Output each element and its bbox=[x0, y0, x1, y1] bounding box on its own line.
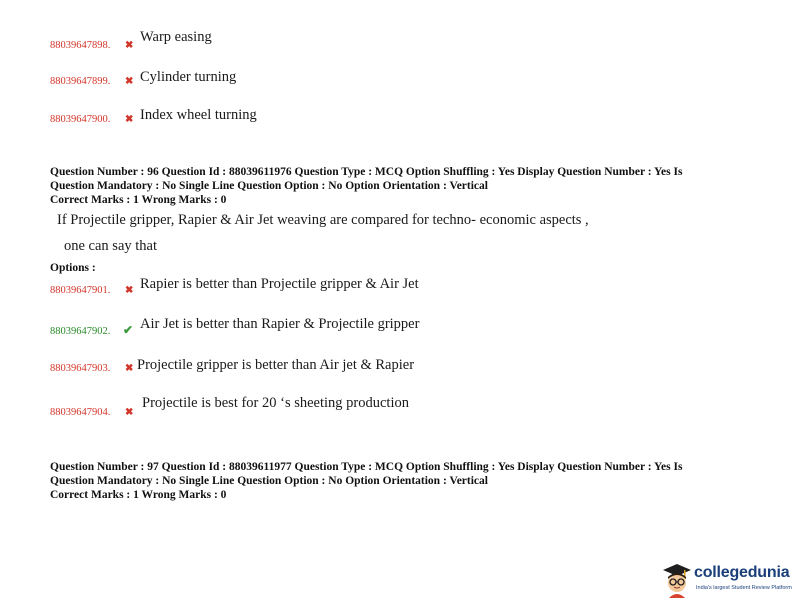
option-id: 88039647901. bbox=[50, 285, 111, 296]
question-meta-line: Question Mandatory : No Single Line Question Option : No Option Orientation : Vertical bbox=[50, 180, 488, 192]
option-text: Rapier is better than Projectile gripper & Air Jet bbox=[140, 276, 419, 292]
cross-icon: ✖ bbox=[125, 76, 134, 87]
question-meta-line: Question Mandatory : No Single Line Question Option : No Option Orientation : Vertical bbox=[50, 475, 488, 487]
question-96-meta bbox=[50, 165, 750, 207]
options-label: Options : bbox=[50, 262, 96, 274]
option-id: 88039647900. bbox=[50, 114, 111, 125]
question-marks: Correct Marks : 1 Wrong Marks : 0 bbox=[50, 489, 227, 501]
student-mascot-icon bbox=[660, 562, 694, 598]
option-id: 88039647903. bbox=[50, 363, 111, 374]
option-id: 88039647898. bbox=[50, 40, 111, 51]
option-id: 88039647899. bbox=[50, 76, 111, 87]
check-icon: ✔ bbox=[123, 323, 134, 337]
cross-icon: ✖ bbox=[125, 285, 134, 296]
question-97-meta bbox=[50, 460, 750, 502]
cross-icon: ✖ bbox=[125, 407, 134, 418]
question-meta-line: Question Number : 96 Question Id : 88039611976 Question Type : MCQ Option Shuffling : Yes Display Question Number : Yes Is bbox=[50, 166, 683, 178]
collegedunia-logo bbox=[660, 560, 792, 600]
cross-icon: ✖ bbox=[125, 363, 134, 374]
question-text-line: one can say that bbox=[64, 238, 158, 254]
cross-icon: ✖ bbox=[125, 114, 134, 125]
question-text-line: If Projectile gripper, Rapier & Air Jet weaving are compared for techno- economic aspects , bbox=[57, 212, 589, 228]
logo-tagline: India's largest Student Review Platform bbox=[696, 585, 792, 591]
option-text: Warp easing bbox=[140, 29, 212, 45]
logo-wordmark: collegedunia bbox=[694, 564, 790, 581]
option-id: 88039647904. bbox=[50, 407, 111, 418]
question-marks: Correct Marks : 1 Wrong Marks : 0 bbox=[50, 194, 227, 206]
option-text: Projectile is best for 20 ‘s sheeting production bbox=[142, 395, 409, 411]
option-text: Projectile gripper is better than Air jet & Rapier bbox=[137, 357, 415, 373]
option-id: 88039647902. bbox=[50, 326, 111, 337]
option-text: Cylinder turning bbox=[140, 69, 237, 85]
option-text: Index wheel turning bbox=[140, 107, 257, 123]
question-meta-line: Question Number : 97 Question Id : 88039611977 Question Type : MCQ Option Shuffling : Yes Display Question Number : Yes Is bbox=[50, 461, 683, 473]
cross-icon: ✖ bbox=[125, 40, 134, 51]
option-text: Air Jet is better than Rapier & Projectile gripper bbox=[140, 316, 420, 332]
